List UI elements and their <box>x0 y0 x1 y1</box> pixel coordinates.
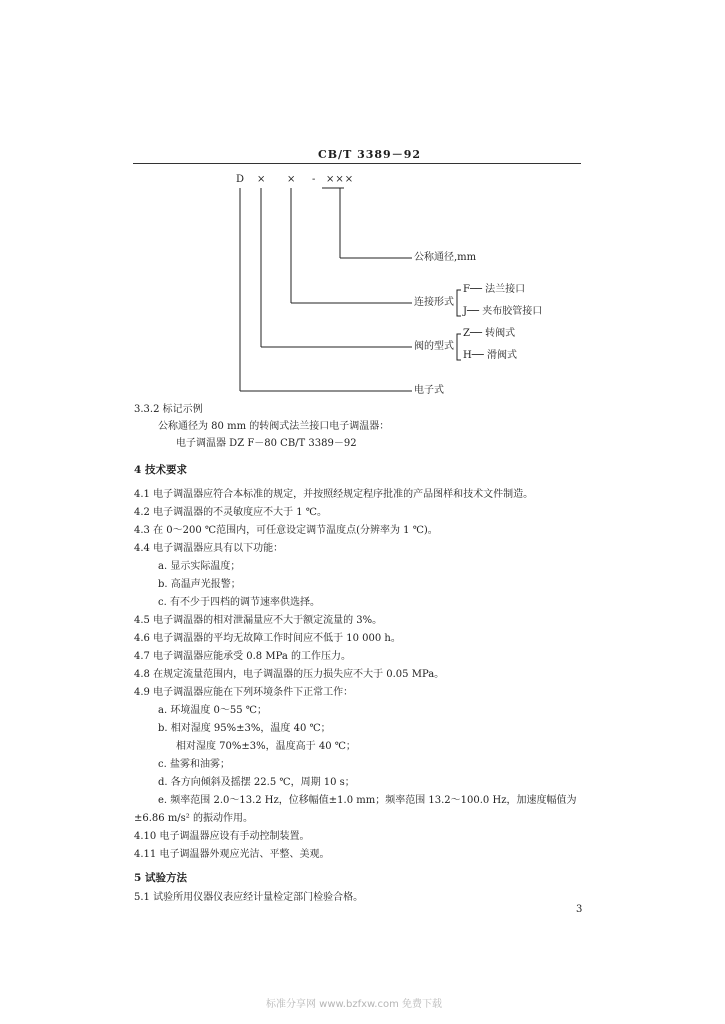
item-4-6: 4.6 电子调温器的平均无故障工作时间应不低于 10 000 h。 <box>134 633 401 644</box>
item-4-8: 4.8 在规定流量范围内，电子调温器的压力损失应不大于 0.05 MPa。 <box>134 669 445 680</box>
item-4-9: 4.9 电子调温器应能在下列环境条件下正常工作： <box>134 687 354 698</box>
label-connection-flange: F── 法兰接口 <box>463 284 526 295</box>
item-4-3: 4.3 在 0～200 ℃范围内，可任意设定调节温度点(分辨率为 1 ℃)。 <box>134 525 438 536</box>
item-4-11: 4.11 电子调温器外观应光洁、平整、美观。 <box>134 849 330 860</box>
item-4-4-c: c. 有不少于四档的调节速率供选择。 <box>158 597 320 608</box>
section-4-heading: 4 技术要求 <box>134 464 187 476</box>
label-nominal-diameter: 公称通径,mm <box>414 252 477 263</box>
section-332-heading: 3.3.2 标记示例 <box>134 404 203 415</box>
item-4-2: 4.2 电子调温器的不灵敏度应不大于 1 ℃。 <box>134 507 327 518</box>
item-4-9-a: a. 环境温度 0～55 ℃； <box>158 705 267 716</box>
item-4-1: 4.1 电子调温器应符合本标准的规定，并按照经规定程序批准的产品图样和技术文件制造。 <box>134 489 534 500</box>
label-valve-type: 阀的型式 <box>414 341 454 352</box>
code-char-d: D <box>236 174 245 185</box>
brace-connection <box>457 290 461 316</box>
item-4-9-d: d. 各方向倾斜及摇摆 22.5 ℃，周期 10 s； <box>158 777 355 788</box>
label-valve-slide: H── 滑阀式 <box>463 350 517 361</box>
section-5-heading: 5 试验方法 <box>134 872 187 884</box>
label-electronic: 电子式 <box>414 385 444 396</box>
section-332-line2: 电子调温器 DZ F－80 CB/T 3389－92 <box>176 438 357 449</box>
brace-valve <box>457 334 461 360</box>
item-4-5: 4.5 电子调温器的相对泄漏量应不大于额定流量的 3%。 <box>134 615 383 626</box>
item-4-9-b: b. 相对湿度 95%±3%，温度 40 ℃； <box>158 723 331 734</box>
item-4-7: 4.7 电子调温器应能承受 0.8 MPa 的工作压力。 <box>134 651 352 662</box>
item-5-1: 5.1 试验所用仪器仪表应经计量检定部门检验合格。 <box>134 892 364 903</box>
page-number: 3 <box>576 904 583 915</box>
code-char-connection: × <box>287 174 296 185</box>
label-valve-rotary: Z── 转阀式 <box>463 328 516 339</box>
document-header: CB/T 3389－92 <box>318 148 422 161</box>
footer-watermark: 标准分享网 www.bzfxw.com 免费下载 <box>266 999 442 1010</box>
item-4-9-c: c. 盐雾和油雾； <box>158 759 230 770</box>
code-char-diameter: ××× <box>326 174 355 185</box>
item-4-10: 4.10 电子调温器应设有手动控制装置。 <box>134 831 310 842</box>
label-connection-type: 连接形式 <box>414 297 454 308</box>
code-structure-lines <box>0 0 725 420</box>
item-4-4: 4.4 电子调温器应具有以下功能： <box>134 543 284 554</box>
item-4-9-e-2: ±6.86 m/s² 的振动作用。 <box>134 813 253 824</box>
code-char-dash: - <box>312 174 316 185</box>
label-connection-hose: J── 夹布胶管接口 <box>463 306 543 317</box>
item-4-9-b-2: 相对湿度 70%±3%，温度高于 40 ℃； <box>176 741 356 752</box>
item-4-4-a: a. 显示实际温度； <box>158 561 241 572</box>
item-4-4-b: b. 高温声光报警； <box>158 579 241 590</box>
item-4-9-e: e. 频率范围 2.0～13.2 Hz，位移幅值±1.0 mm；频率范围 13.2～100.0 Hz，加速度幅值为 <box>158 795 577 806</box>
section-332-line1: 公称通径为 80 mm 的转阀式法兰接口电子调温器： <box>158 421 390 432</box>
code-char-valve: × <box>257 174 266 185</box>
